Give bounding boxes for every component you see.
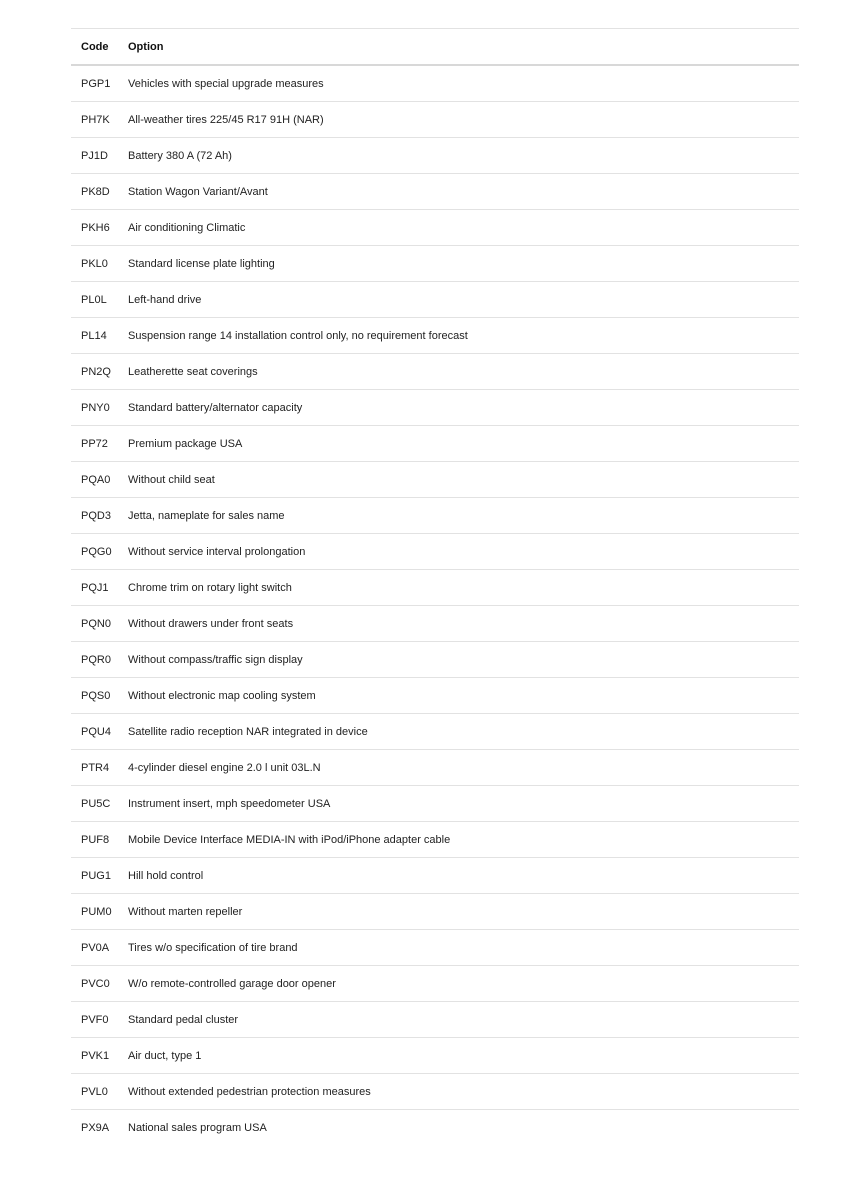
option-description: National sales program USA [118,1110,799,1146]
table-row [71,858,799,894]
option-description: W/o remote-controlled garage door opener [118,966,799,1002]
table-row [71,282,799,318]
table-row [71,822,799,858]
option-code: PX9A [71,1110,118,1146]
option-code: PK8D [71,174,118,210]
table-row [71,65,799,102]
table-row [71,606,799,642]
option-description: Satellite radio reception NAR integrated in device [118,714,799,750]
option-code: PUF8 [71,822,118,858]
option-description: Without drawers under front seats [118,606,799,642]
option-code: PQA0 [71,462,118,498]
option-description: Jetta, nameplate for sales name [118,498,799,534]
table-row [71,1002,799,1038]
table-row [71,1038,799,1074]
option-code: PJ1D [71,138,118,174]
table-row [71,894,799,930]
option-code: PTR4 [71,750,118,786]
table-row [71,930,799,966]
table-row [71,1074,799,1110]
option-code: PN2Q [71,354,118,390]
table-row [71,1110,799,1146]
option-description: Chrome trim on rotary light switch [118,570,799,606]
option-column-header: Option [118,29,799,66]
option-code: PQD3 [71,498,118,534]
code-column-header: Code [71,29,118,66]
option-code: PL14 [71,318,118,354]
option-description: 4-cylinder diesel engine 2.0 l unit 03L.N [118,750,799,786]
option-description: Without service interval prolongation [118,534,799,570]
option-code: PU5C [71,786,118,822]
option-description: Battery 380 A (72 Ah) [118,138,799,174]
option-description: Standard pedal cluster [118,1002,799,1038]
table-row [71,750,799,786]
option-code: PQS0 [71,678,118,714]
option-description: Without extended pedestrian protection measures [118,1074,799,1110]
option-description: Vehicles with special upgrade measures [118,65,799,102]
option-description: Standard battery/alternator capacity [118,390,799,426]
option-code: PQN0 [71,606,118,642]
option-description: Premium package USA [118,426,799,462]
option-description: Air duct, type 1 [118,1038,799,1074]
option-description: Without compass/traffic sign display [118,642,799,678]
option-code: PUM0 [71,894,118,930]
option-description: Left-hand drive [118,282,799,318]
option-code: PVC0 [71,966,118,1002]
option-description: Hill hold control [118,858,799,894]
table-row [71,354,799,390]
table-row [71,714,799,750]
option-code: PVF0 [71,1002,118,1038]
option-code: PKH6 [71,210,118,246]
option-code: PUG1 [71,858,118,894]
option-code: PP72 [71,426,118,462]
table-row [71,498,799,534]
option-code: PV0A [71,930,118,966]
table-row [71,102,799,138]
table-row [71,318,799,354]
table-row [71,174,799,210]
table-row [71,246,799,282]
option-description: Without child seat [118,462,799,498]
option-description: Mobile Device Interface MEDIA-IN with iPod/iPhone adapter cable [118,822,799,858]
table-body [71,65,799,1145]
table-row [71,642,799,678]
option-code: PH7K [71,102,118,138]
option-description: Suspension range 14 installation control only, no requirement forecast [118,318,799,354]
option-code: PQG0 [71,534,118,570]
option-description: Tires w/o specification of tire brand [118,930,799,966]
option-description: All-weather tires 225/45 R17 91H (NAR) [118,102,799,138]
table-row [71,426,799,462]
table-row [71,678,799,714]
option-description: Air conditioning Climatic [118,210,799,246]
table-row [71,786,799,822]
option-description: Station Wagon Variant/Avant [118,174,799,210]
table-row [71,390,799,426]
option-code: PQJ1 [71,570,118,606]
option-description: Standard license plate lighting [118,246,799,282]
table-row [71,570,799,606]
option-code: PNY0 [71,390,118,426]
option-code: PQU4 [71,714,118,750]
option-code: PVL0 [71,1074,118,1110]
table-row [71,462,799,498]
option-description: Without marten repeller [118,894,799,930]
option-code: PVK1 [71,1038,118,1074]
options-table [71,28,799,1145]
option-code: PL0L [71,282,118,318]
option-code: PQR0 [71,642,118,678]
option-code: PGP1 [71,65,118,102]
table-row [71,534,799,570]
table-header-row [71,29,799,66]
option-code: PKL0 [71,246,118,282]
option-description: Instrument insert, mph speedometer USA [118,786,799,822]
table-row [71,966,799,1002]
option-description: Leatherette seat coverings [118,354,799,390]
table-row [71,210,799,246]
option-description: Without electronic map cooling system [118,678,799,714]
table-row [71,138,799,174]
